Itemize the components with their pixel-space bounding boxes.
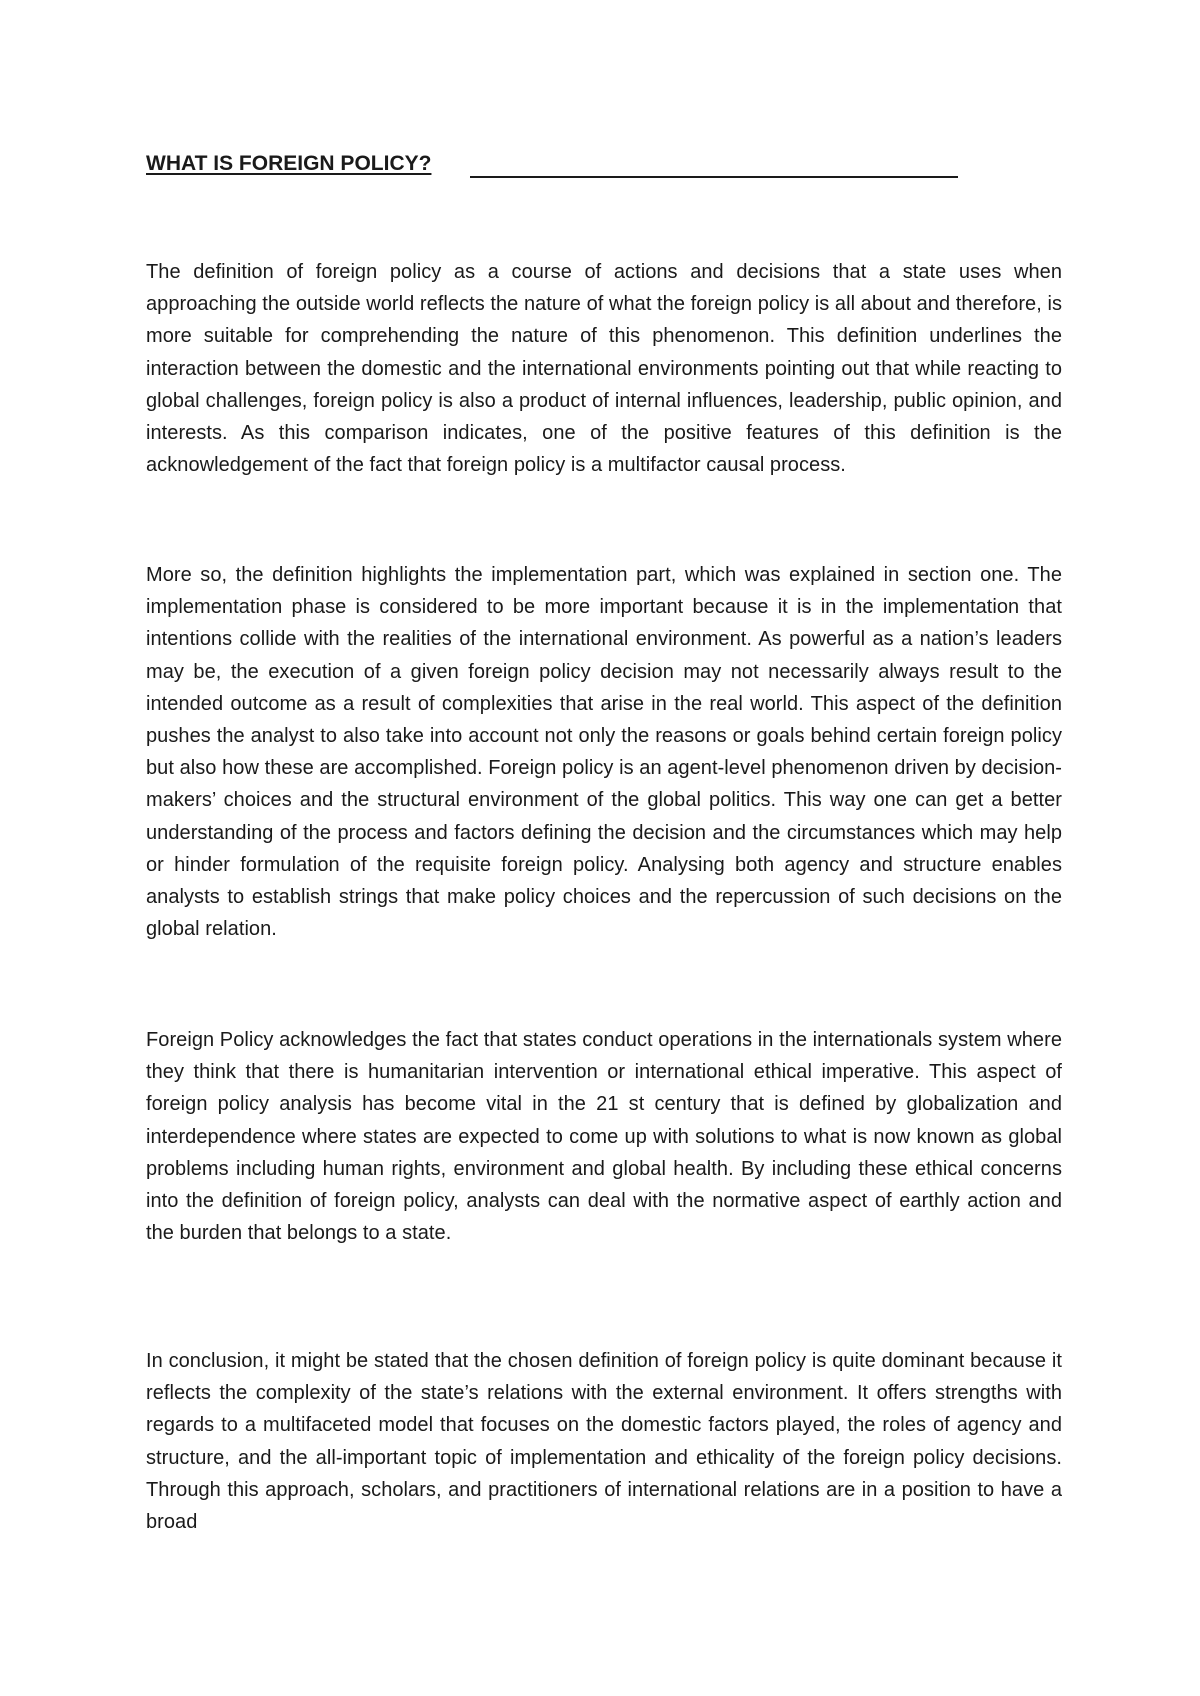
paragraph-ethics: Foreign Policy acknowledges the fact that states conduct operations in the internationals system where they think that there is humanitarian intervention or international ethical imperative. This aspect of foreign policy analysis has become vital in the 21 st century that is defined by globalization and interdependence where states are expected to come up with solutions to what is now known as global problems including human rights, environment and global health. By including these ethical concerns into the definition of foreign policy, analysts can deal with the normative aspect of earthly action and the burden that belongs to a state. <box>146 1029 1062 1245</box>
page-title: WHAT IS FOREIGN POLICY? <box>146 152 432 175</box>
title-underline-rule <box>470 176 958 178</box>
paragraph-definition: The definition of foreign policy as a course of actions and decisions that a state uses when approaching the outside world reflects the nature of what the foreign policy is all about and therefore, is more suitable for comprehending the nature of this phenomenon. This definition underlines the interaction between the domestic and the international environments pointing out that while reacting to global challenges, foreign policy is also a product of internal influences, leadership, public opinion, and interests. As this comparison indicates, one of the positive features of this definition is the acknowledgement of the fact that foreign policy is a multifactor causal process. <box>146 261 1062 477</box>
paragraph-conclusion: In conclusion, it might be stated that the chosen definition of foreign policy is quite dominant because it reflects the complexity of the state’s relations with the external environment. It offers strengths with regards to a multifaceted model that focuses on the domestic factors played, the roles of agency and structure, and the all-important topic of implementation and ethicality of the foreign policy decisions. Through this approach, scholars, and practitioners of international relations are in a position to have a broad <box>146 1350 1062 1534</box>
paragraph-implementation: More so, the definition highlights the implementation part, which was explained in section one. The implementation phase is considered to be more important because it is in the implementation that intentions collide with the realities of the international environment. As powerful as a nation’s leaders may be, the execution of a given foreign policy decision may not necessarily always result to the intended outcome as a result of complexities that arise in the real world. This aspect of the definition pushes the analyst to also take into account not only the reasons or goals behind certain foreign policy but also how these are accomplished. Foreign policy is an agent-level phenomenon driven by decision-makers’ choices and the structural environment of the global politics. This way one can get a better understanding of the process and factors defining the decision and the circumstances which may help or hinder formulation of the requisite foreign policy. Analysing both agency and structure enables analysts to establish strings that make policy choices and the repercussion of such decisions on the global relation. <box>146 564 1062 941</box>
